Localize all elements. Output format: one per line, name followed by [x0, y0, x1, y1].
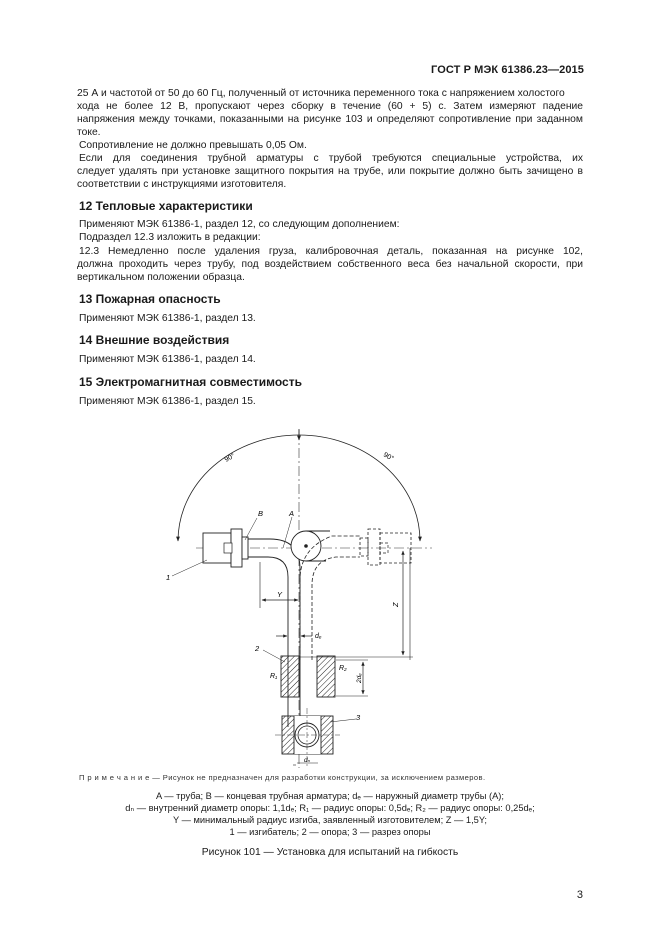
- figure-note: П р и м е ч а н и е — Рисунок не предназначен для разработки конструкции, за исключением размеров.: [79, 773, 486, 782]
- label-2: 2: [255, 644, 260, 653]
- figure-legend-line: A — труба; B — концевая трубная арматура; dₑ — наружный диаметр трубы (A);: [156, 791, 504, 801]
- pipe-inner: [248, 557, 288, 660]
- label-1: 1: [166, 573, 171, 582]
- section-14-text: Применяют МЭК 61386-1, раздел 14.: [79, 354, 256, 365]
- label-y: Y: [277, 590, 283, 599]
- paragraph-line: напряжения между точками, показанными на рисунке 103 и определяют сопротивление при заданном: [77, 114, 583, 125]
- label-dn: dₙ: [304, 757, 311, 764]
- end-fitting: [231, 529, 242, 567]
- figure-legend-line: 1 — изгибатель; 2 — опора; 3 — разрез опоры: [229, 827, 431, 837]
- section-14-heading: 14 Внешние воздействия: [79, 333, 230, 347]
- label-3: 3: [356, 713, 361, 722]
- section-13-heading: 13 Пожарная опасность: [79, 292, 221, 306]
- support-left: [281, 656, 299, 697]
- section-12-line: 12.3 Немедленно после удаления груза, калибровочная деталь, показанная на рисунке 102,: [79, 246, 583, 257]
- paragraph-line: хода не более 12 В, пропускают через сборку в течение (60 + 5) с. Затем измеряют падение: [77, 101, 583, 112]
- angle-right-label: 90°: [382, 451, 395, 463]
- label-z: Z: [391, 602, 400, 607]
- figure-legend-line: Y — минимальный радиус изгиба, заявленный изготовителем; Z — 1,5Y;: [172, 815, 488, 825]
- label-r2: R₂: [339, 665, 347, 672]
- paragraph-line: соответствии с инструкциями изготовителя.: [77, 179, 287, 190]
- paragraph-line: токе.: [77, 127, 101, 138]
- paragraph-line: Если для соединения трубной арматуры с трубой требуются специальные устройства, их: [79, 153, 583, 164]
- paragraph-line: Сопротивление не должно превышать 0,05 Ом.: [79, 140, 307, 151]
- section-15-text: Применяют МЭК 61386-1, раздел 15.: [79, 396, 256, 407]
- label-a: A: [289, 509, 295, 518]
- document-header: ГОСТ Р МЭК 61386.23—2015: [431, 64, 584, 76]
- section-12-line: должна проходить через трубу, под воздействием собственного веса без начальной скорости, при: [77, 259, 583, 270]
- section-12-heading: 12 Тепловые характеристики: [79, 199, 253, 213]
- label-r1: R₁: [270, 673, 278, 680]
- paragraph-line: 25 А и частотой от 50 до 60 Гц, полученный от источника переменного тока с напряжением холостого: [77, 88, 565, 99]
- page-number: 3: [576, 889, 583, 901]
- section-12-line: Подраздел 12.3 изложить в редакции:: [79, 232, 261, 243]
- figure-caption: Рисунок 101 — Установка для испытаний на гибкость: [201, 847, 459, 858]
- label-2de: 2dₑ: [356, 673, 363, 683]
- section-12-line: Применяют МЭК 61386-1, раздел 12, со следующим дополнением:: [79, 219, 400, 230]
- angle-left-label: 90°: [223, 452, 237, 464]
- section-12-line: вертикальном положении образца.: [77, 272, 245, 283]
- section-15-heading: 15 Электромагнитная совместимость: [79, 375, 302, 389]
- section-13-text: Применяют МЭК 61386-1, раздел 13.: [79, 313, 256, 324]
- support-right: [317, 656, 335, 697]
- label-b: B: [258, 509, 264, 518]
- paragraph-line: следует удалять при установке защитного покрытия на трубе, или покрытие должно быть зачищено в: [77, 166, 583, 177]
- figure-legend-line: dₙ — внутренний диаметр опоры: 1,1dₑ; R₁ — радиус опоры: 0,5dₑ; R₂ — радиус опоры: 0,25dₑ;: [125, 803, 535, 813]
- label-de: dₑ: [315, 633, 322, 640]
